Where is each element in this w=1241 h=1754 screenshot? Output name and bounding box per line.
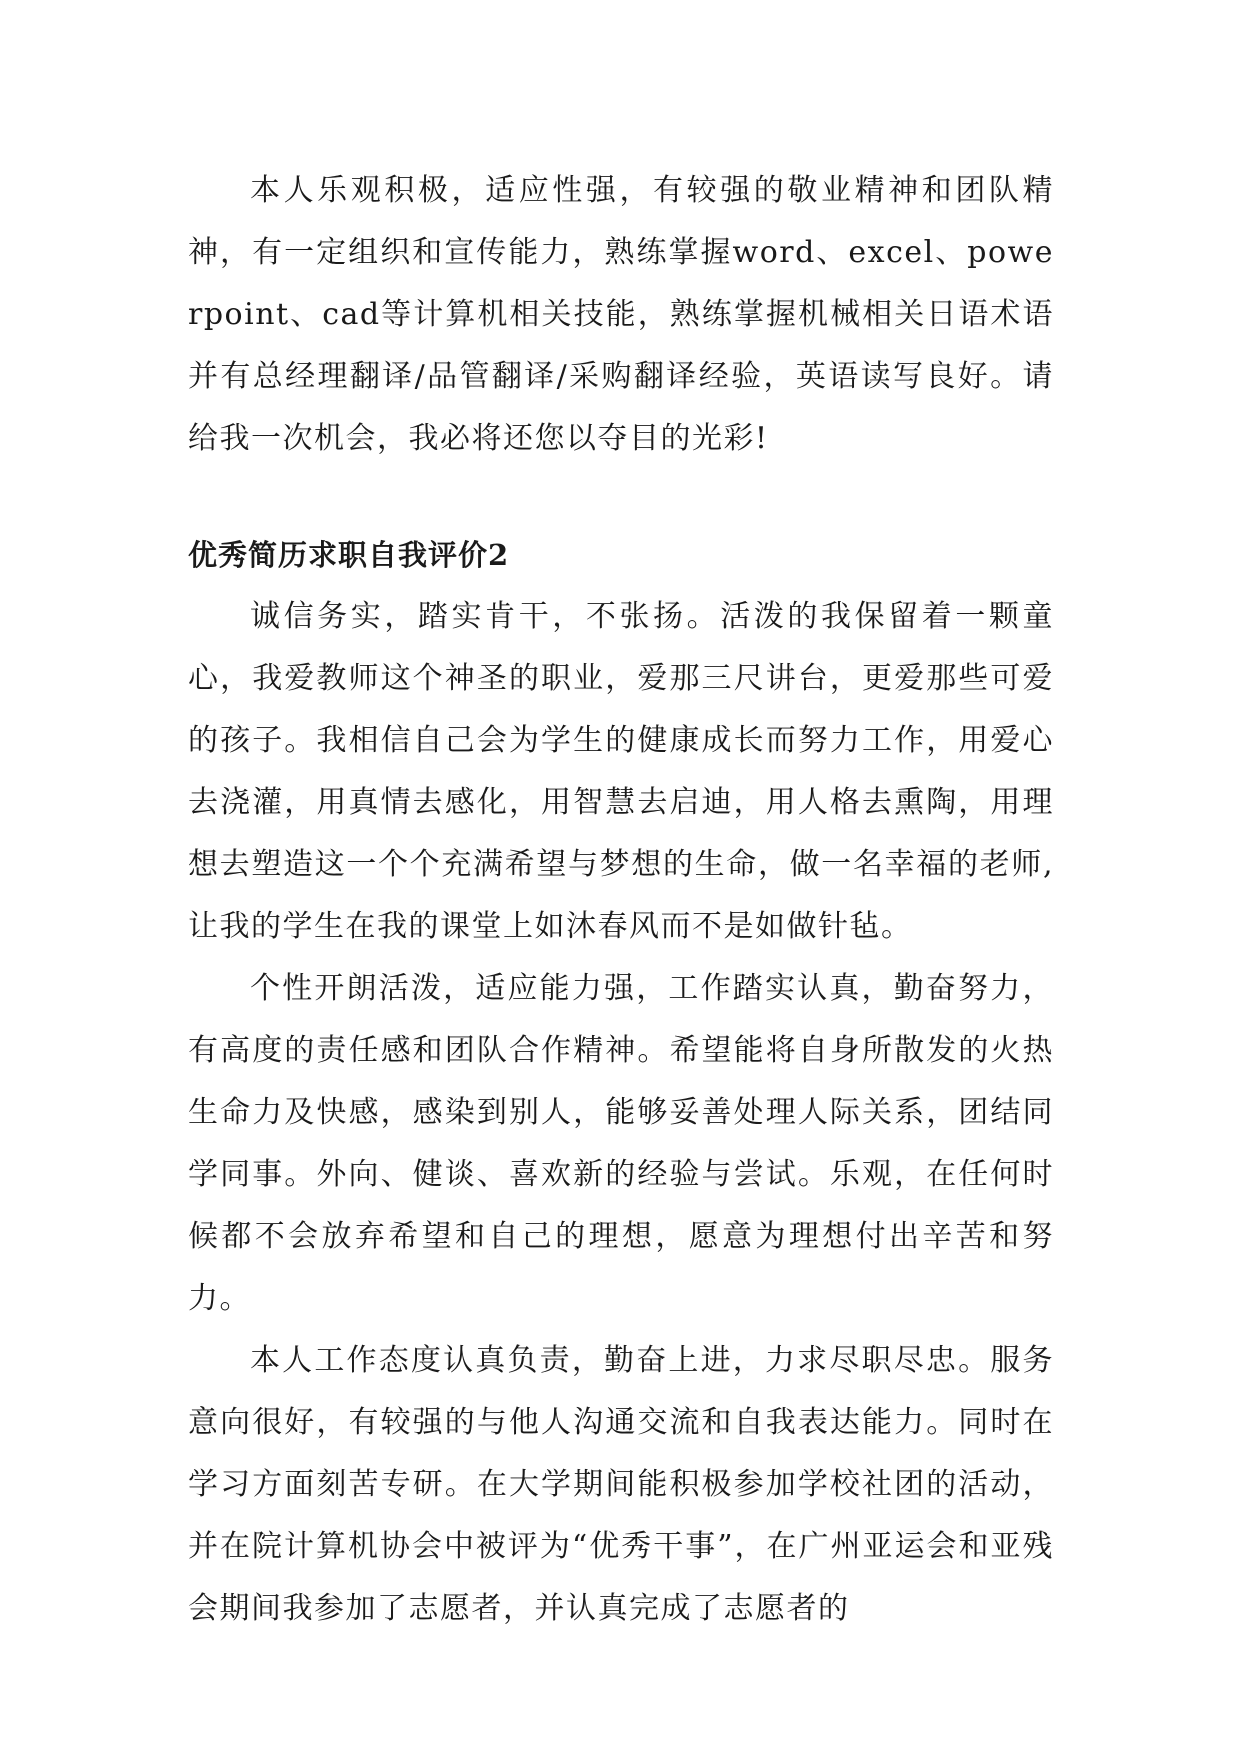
document-page <box>188 160 1054 1640</box>
section-title: 优秀简历求职自我评价2 <box>188 538 510 572</box>
body-paragraph-3: 本人工作态度认真负责，勤奋上进，力求尽职尽忠。服务意向很好，有较强的与他人沟通交流和自我表达能力。同时在学习方面刻苦专研。在大学期间能积极参加学校社团的活动，并在院计算机协会中被评为“优秀干事”，在广州亚运会和亚残会期间我参加了志愿者，并认真完成了志愿者的 <box>188 1343 1054 1626</box>
body-paragraph-2: 个性开朗活泼，适应能力强，工作踏实认真，勤奋努力，有高度的责任感和团队合作精神。希望能将自身所散发的火热生命力及快感，感染到别人，能够妥善处理人际关系，团结同学同事。外向、健谈、喜欢新的经验与尝试。乐观，在任何时候都不会放弃希望和自己的理想，愿意为理想付出辛苦和努力。 <box>188 971 1054 1316</box>
intro-paragraph: 本人乐观积极，适应性强，有较强的敬业精神和团队精神，有一定组织和宣传能力，熟练掌握word、excel、powerpoint、cad等计算机相关技能，熟练掌握机械相关日语术语并有总经理翻译/品管翻译/采购翻译经验，英语读写良好。请给我一次机会，我必将还您以夺目的光彩! <box>188 173 1054 456</box>
body-paragraph-1: 诚信务实，踏实肯干，不张扬。活泼的我保留着一颗童心，我爱教师这个神圣的职业，爱那三尺讲台，更爱那些可爱的孩子。我相信自己会为学生的健康成长而努力工作，用爱心去浇灌，用真情去感化，用智慧去启迪，用人格去熏陶，用理想去塑造这一个个充满希望与梦想的生命，做一名幸福的老师,让我的学生在我的课堂上如沐春风而不是如做针毡。 <box>188 599 1054 944</box>
